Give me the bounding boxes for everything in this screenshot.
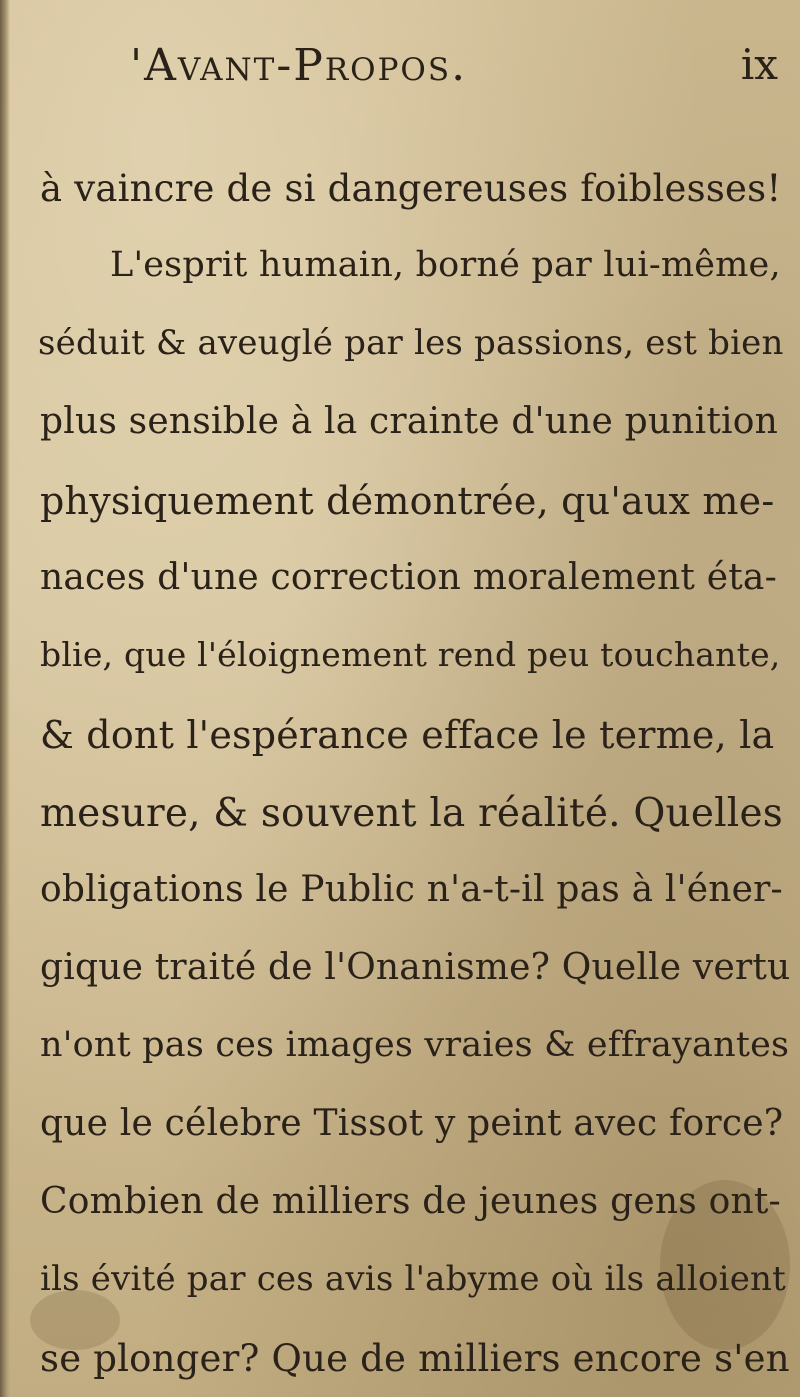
text-line: naces d'une correction moralement éta- <box>40 557 777 598</box>
text-line: que le célebre Tissot y peint avec force? <box>40 1103 784 1144</box>
text-line: n'ont pas ces images vraies & effrayantes <box>40 1025 790 1065</box>
text-line: blie, que l'éloignement rend peu touchante, <box>40 635 781 674</box>
text-line: se plonger? Que de milliers encore s'en <box>40 1337 790 1380</box>
text-line: physiquement démontrée, qu'aux me- <box>40 479 775 523</box>
text-line: obligations le Public n'a-t-il pas à l'éner- <box>40 869 783 910</box>
text-line: & dont l'espérance efface le terme, la <box>40 713 775 757</box>
page-number: ix <box>740 40 778 89</box>
running-title: 'Avant-Propos. <box>130 40 468 91</box>
text-line: à vaincre de si dangereuses foiblesses! <box>40 167 782 210</box>
text-line: Combien de milliers de jeunes gens ont- <box>40 1181 781 1222</box>
text-line: gique traité de l'Onanisme? Quelle vertu <box>40 947 791 988</box>
text-line: séduit & aveuglé par les passions, est bien <box>38 323 784 363</box>
text-line: L'esprit humain, borné par lui-même, <box>110 245 781 285</box>
text-line: ils évité par ces avis l'abyme où ils alloient <box>40 1259 786 1299</box>
text-line: plus sensible à la crainte d'une punition <box>40 401 779 442</box>
text-line: mesure, & souvent la réalité. Quelles <box>40 791 783 836</box>
